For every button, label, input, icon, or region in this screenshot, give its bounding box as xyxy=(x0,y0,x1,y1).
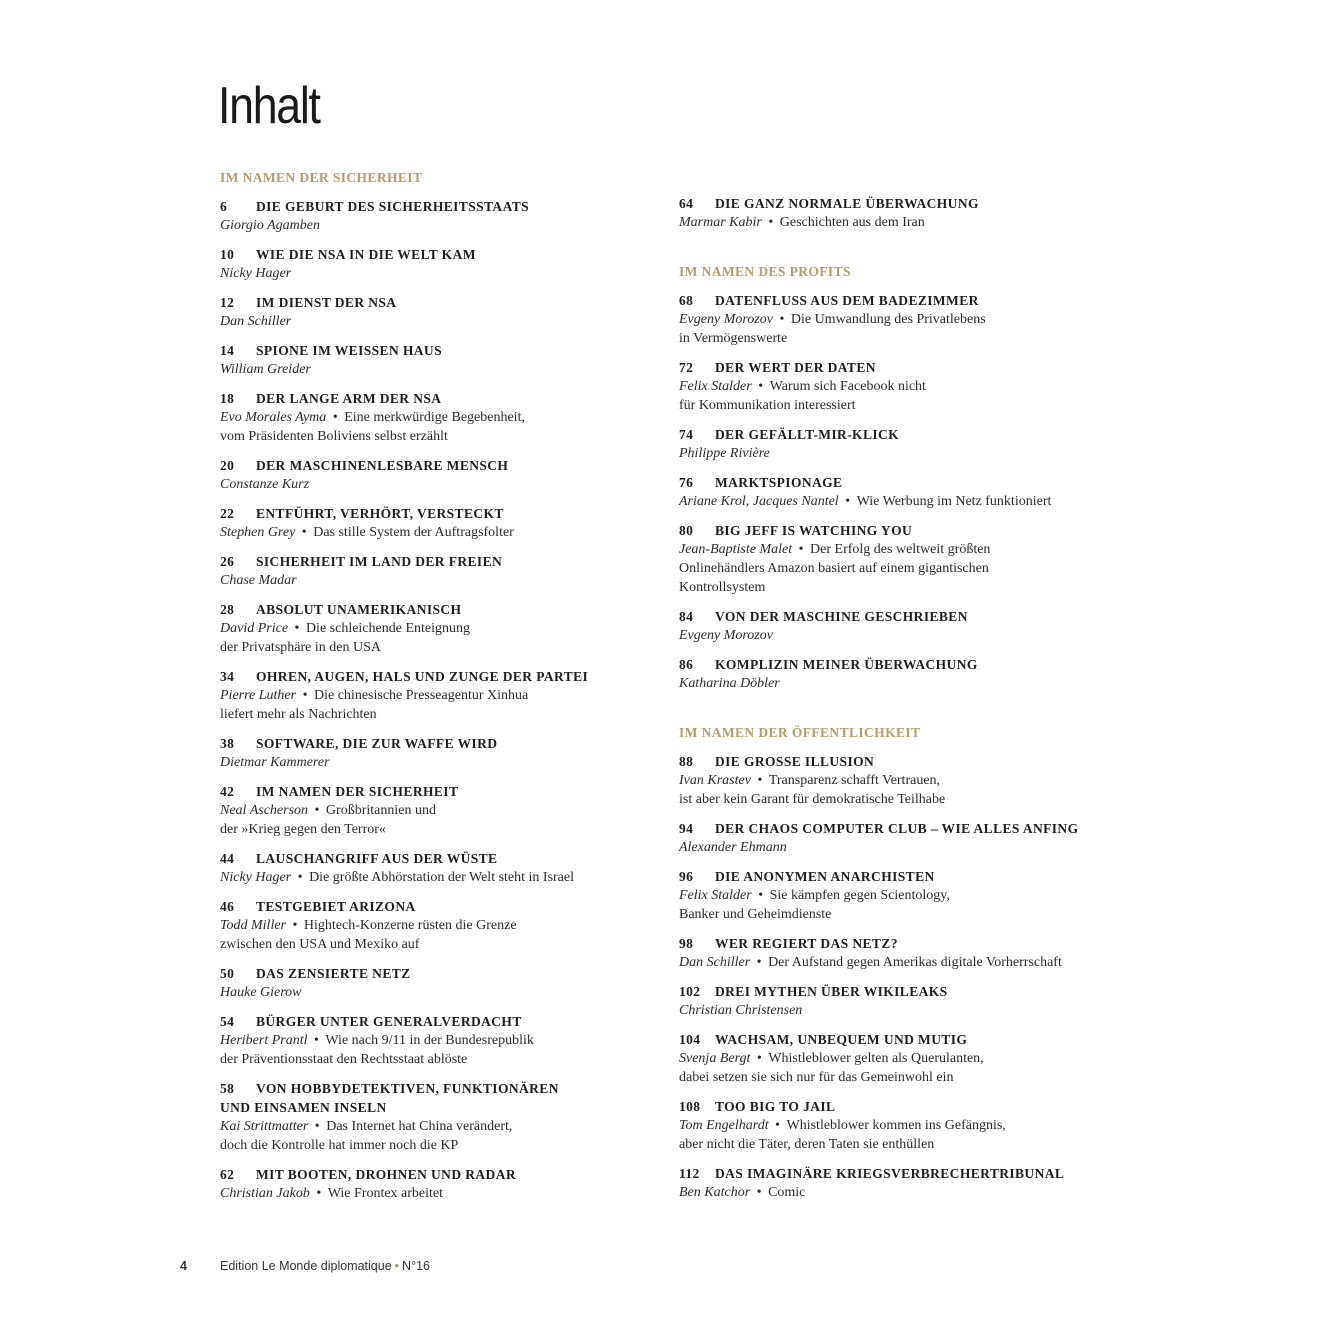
toc-entry[interactable] xyxy=(220,964,670,1002)
toc-author: Evo Morales Ayma xyxy=(220,410,327,425)
toc-entry[interactable] xyxy=(679,867,1129,924)
toc-description: Comic xyxy=(768,1185,806,1200)
toc-entry-byline xyxy=(679,886,1129,905)
toc-entry[interactable] xyxy=(220,734,670,772)
bullet-separator: • xyxy=(294,870,307,885)
toc-entry-byline xyxy=(679,1049,1129,1068)
toc-page-number: 88 xyxy=(679,754,694,769)
toc-entry-title: WIE DIE NSA IN DIE WELT KAM xyxy=(256,247,476,262)
bullet-separator: • xyxy=(291,621,303,636)
toc-entry-byline xyxy=(679,377,1129,396)
toc-entry[interactable] xyxy=(679,982,1129,1020)
toc-entry-title-row xyxy=(679,607,1129,626)
toc-page-number: 102 xyxy=(679,984,701,999)
toc-entry-byline xyxy=(220,312,670,331)
toc-description-continued: Kontrollsystem xyxy=(679,580,766,595)
page-title: Inhalt xyxy=(218,77,320,135)
toc-author: David Price xyxy=(220,621,289,636)
toc-entry-byline xyxy=(679,1116,1129,1135)
section-heading: IM NAMEN DER SICHERHEIT xyxy=(220,170,423,185)
toc-entry-title: ABSOLUT UNAMERIKANISCH xyxy=(256,602,462,617)
toc-description: Whistleblower kommen ins Gefängnis, xyxy=(786,1118,1006,1133)
toc-entry-title-row xyxy=(220,341,670,360)
toc-entry-title-row xyxy=(220,456,670,475)
toc-entry-byline xyxy=(220,1031,670,1050)
toc-description: Wie Werbung im Netz funktioniert xyxy=(856,494,1052,509)
toc-entry-byline xyxy=(220,983,670,1002)
toc-author: Katharina Döbler xyxy=(679,676,780,691)
bullet-separator: • xyxy=(289,918,301,933)
toc-author: Alexander Ehmann xyxy=(679,840,787,855)
bullet-separator: • xyxy=(753,773,766,788)
toc-entry-title: DATENFLUSS AUS DEM BADEZIMMER xyxy=(715,293,979,308)
toc-entry-title: DREI MYTHEN ÜBER WIKILEAKS xyxy=(715,984,948,999)
toc-entry-title: DIE GROSSE ILLUSION xyxy=(715,754,875,769)
footer-publication: Edition Le Monde diplomatique xyxy=(220,1259,392,1273)
toc-entry-title-row xyxy=(679,358,1129,377)
toc-entry[interactable] xyxy=(220,552,670,590)
toc-description-continued: ist aber kein Garant für demokratische Teilhabe xyxy=(679,792,946,807)
toc-entry[interactable] xyxy=(220,389,670,446)
toc-entry-byline xyxy=(679,310,1129,329)
bullet-separator: • xyxy=(311,1119,324,1134)
toc-entry[interactable] xyxy=(220,341,670,379)
toc-entry[interactable] xyxy=(220,897,670,954)
toc-description: Hightech-Konzerne rüsten die Grenze xyxy=(303,918,517,933)
toc-description: Warum sich Facebook nicht xyxy=(769,379,926,394)
toc-author: Heribert Prantl xyxy=(220,1033,308,1048)
toc-entry[interactable] xyxy=(220,1079,670,1155)
toc-author: Marmar Kabir xyxy=(679,215,762,230)
toc-entry-title-row xyxy=(220,897,670,916)
toc-entry-title: DER CHAOS COMPUTER CLUB – WIE ALLES ANFING xyxy=(715,821,1079,836)
toc-entry-title-row xyxy=(679,1164,1129,1183)
toc-entry-byline xyxy=(679,213,1129,232)
toc-page-number: 96 xyxy=(679,869,694,884)
toc-author: William Greider xyxy=(220,362,311,377)
toc-page-number: 76 xyxy=(679,475,694,490)
toc-author: Giorgio Agamben xyxy=(220,218,320,233)
toc-page-number: 62 xyxy=(220,1167,235,1182)
toc-entry-title-row xyxy=(679,521,1129,540)
toc-entry-title: VON HOBBYDETEKTIVEN, FUNKTIONÄREN xyxy=(256,1081,559,1096)
toc-entry-title: DIE GEBURT DES SICHERHEITSSTAATS xyxy=(256,199,530,214)
toc-description: Die schleichende Enteignung xyxy=(305,621,470,636)
toc-description-continued: aber nicht die Täter, deren Taten sie enthüllen xyxy=(679,1137,935,1152)
toc-entry-byline xyxy=(220,1117,670,1136)
toc-author: Dan Schiller xyxy=(679,955,751,970)
toc-entry-byline xyxy=(220,916,670,935)
toc-entry-byline xyxy=(220,360,670,379)
toc-entry-title-row xyxy=(220,782,670,801)
toc-author: Kai Strittmatter xyxy=(220,1119,309,1134)
toc-entry-byline xyxy=(220,475,670,494)
toc-description: Eine merkwürdige Begebenheit, xyxy=(344,410,525,425)
toc-page-number: 28 xyxy=(220,602,235,617)
toc-entry-byline xyxy=(679,953,1129,972)
bullet-separator: • xyxy=(753,955,766,970)
toc-entry-title: DER GEFÄLLT-MIR-KLICK xyxy=(715,427,900,442)
bullet-separator: • xyxy=(329,410,342,425)
toc-author: Tom Engelhardt xyxy=(679,1118,769,1133)
toc-entry-byline xyxy=(679,444,1129,463)
toc-entry-title: LAUSCHANGRIFF AUS DER WÜSTE xyxy=(256,851,498,866)
toc-entry[interactable] xyxy=(679,1164,1129,1202)
toc-entry-byline xyxy=(679,492,1129,511)
toc-description: Transparenz schafft Vertrauen, xyxy=(768,773,941,788)
bullet-separator: • xyxy=(754,888,767,903)
toc-entry-title: WACHSAM, UNBEQUEM UND MUTIG xyxy=(715,1032,968,1047)
toc-entry-byline xyxy=(220,1184,670,1203)
toc-author: Philippe Rivière xyxy=(679,446,770,461)
toc-entry[interactable] xyxy=(679,291,1129,348)
bullet-separator: • xyxy=(298,525,311,540)
toc-description: Wie Frontex arbeitet xyxy=(327,1186,444,1201)
toc-entry-title-row xyxy=(220,504,670,523)
bullet-separator: • xyxy=(775,312,788,327)
toc-entry-title: TOO BIG TO JAIL xyxy=(715,1099,836,1114)
toc-author: Nicky Hager xyxy=(220,266,292,281)
toc-page-number: 104 xyxy=(679,1032,701,1047)
toc-entry-title-row xyxy=(220,600,670,619)
toc-description-continued: doch die Kontrolle hat immer noch die KP xyxy=(220,1138,459,1153)
bullet-separator: • xyxy=(771,1118,784,1133)
toc-entry-title-row xyxy=(679,655,1129,674)
toc-entry-title-row xyxy=(220,197,670,216)
toc-entry[interactable] xyxy=(679,1030,1129,1087)
toc-description-continued: der »Krieg gegen den Terror« xyxy=(220,822,386,837)
toc-author: Stephen Grey xyxy=(220,525,296,540)
toc-entry-title-row xyxy=(220,1012,670,1031)
toc-entry[interactable] xyxy=(679,1097,1129,1154)
toc-author: Felix Stalder xyxy=(679,379,752,394)
toc-page-number: 6 xyxy=(220,199,228,214)
toc-description-continued: der Präventionsstaat den Rechtsstaat ablöste xyxy=(220,1052,468,1067)
toc-entry-title: MIT BOOTEN, DROHNEN UND RADAR xyxy=(256,1167,516,1182)
toc-entry-byline xyxy=(679,1001,1129,1020)
toc-entry-byline xyxy=(220,264,670,283)
toc-entry-title-continued: UND EINSAMEN INSELN xyxy=(220,1100,387,1115)
toc-entry-byline xyxy=(220,571,670,590)
toc-entry-title-row xyxy=(220,389,670,408)
toc-description: Der Aufstand gegen Amerikas digitale Vorherrschaft xyxy=(768,955,1062,970)
toc-author: Todd Miller xyxy=(220,918,286,933)
toc-description: Geschichten aus dem Iran xyxy=(779,215,925,230)
toc-author: Dietmar Kammerer xyxy=(220,755,330,770)
section-heading: IM NAMEN DER ÖFFENTLICHKEIT xyxy=(679,725,921,740)
toc-description-continued: zwischen den USA und Mexiko auf xyxy=(220,937,420,952)
toc-entry-title-row xyxy=(679,473,1129,492)
bullet-separator: • xyxy=(795,542,808,557)
toc-description: Die größte Abhörstation der Welt steht in Israel xyxy=(309,870,575,885)
toc-entry-title: ENTFÜHRT, VERHÖRT, VERSTECKT xyxy=(256,506,504,521)
toc-entry-byline xyxy=(220,868,670,887)
toc-author: Ben Katchor xyxy=(679,1185,751,1200)
toc-author: Hauke Gierow xyxy=(220,985,302,1000)
toc-entry[interactable] xyxy=(220,456,670,494)
toc-author: Evgeny Morozov xyxy=(679,628,773,643)
toc-entry-title: BIG JEFF IS WATCHING YOU xyxy=(715,523,913,538)
toc-entry-byline xyxy=(220,523,670,542)
toc-author: Chase Madar xyxy=(220,573,297,588)
page-footer xyxy=(180,1258,430,1274)
toc-page-number: 42 xyxy=(220,784,235,799)
toc-page-number: 74 xyxy=(679,427,694,442)
toc-author: Nicky Hager xyxy=(220,870,292,885)
toc-page-number: 38 xyxy=(220,736,235,751)
toc-author: Christian Jakob xyxy=(220,1186,310,1201)
toc-author: Svenja Bergt xyxy=(679,1051,751,1066)
toc-description-continued: Onlinehändlers Amazon basiert auf einem gigantischen xyxy=(679,561,989,576)
toc-author: Neal Ascherson xyxy=(220,803,309,818)
toc-entry[interactable] xyxy=(220,1165,670,1203)
toc-page-number: 68 xyxy=(679,293,694,308)
toc-entry[interactable] xyxy=(679,655,1129,693)
bullet-separator: • xyxy=(312,1186,325,1201)
footer-page-number: 4 xyxy=(180,1259,187,1273)
toc-entry[interactable] xyxy=(220,245,670,283)
bullet-separator: • xyxy=(311,803,323,818)
toc-description: Das stille System der Auftragsfolter xyxy=(313,525,514,540)
toc-entry[interactable] xyxy=(220,197,670,235)
toc-description: Großbritannien und xyxy=(325,803,436,818)
toc-author: Christian Christensen xyxy=(679,1003,803,1018)
toc-entry[interactable] xyxy=(679,752,1129,809)
toc-entry-byline xyxy=(220,686,670,705)
toc-entry-title-row xyxy=(220,1079,670,1098)
toc-left-column xyxy=(220,170,670,1213)
toc-entry[interactable] xyxy=(679,425,1129,463)
footer-separator: • xyxy=(394,1259,400,1273)
toc-entry[interactable] xyxy=(220,293,670,331)
toc-page-number: 50 xyxy=(220,966,235,981)
toc-right-column xyxy=(679,170,1129,1212)
toc-page-number: 108 xyxy=(679,1099,701,1114)
toc-entry-title-row xyxy=(220,667,670,686)
toc-entry-title-row xyxy=(679,867,1129,886)
toc-description-continued: vom Präsidenten Boliviens selbst erzählt xyxy=(220,429,448,444)
toc-entry-byline xyxy=(679,1183,1129,1202)
toc-description-continued: in Vermögenswerte xyxy=(679,331,788,346)
toc-entry-byline xyxy=(679,674,1129,693)
toc-page-number: 44 xyxy=(220,851,235,866)
toc-entry[interactable] xyxy=(679,473,1129,511)
toc-entry-byline xyxy=(220,216,670,235)
toc-entry-title-row xyxy=(220,964,670,983)
toc-page-number: 112 xyxy=(679,1166,700,1181)
toc-description-continued: liefert mehr als Nachrichten xyxy=(220,707,377,722)
toc-entry[interactable] xyxy=(679,934,1129,972)
bullet-separator: • xyxy=(299,688,311,703)
toc-description: Das Internet hat China verändert, xyxy=(326,1119,513,1134)
bullet-separator: • xyxy=(754,379,767,394)
toc-entry-title-row xyxy=(679,1030,1129,1049)
toc-page-number: 34 xyxy=(220,669,235,684)
section-gap xyxy=(679,242,1129,264)
toc-entry[interactable] xyxy=(679,607,1129,645)
toc-entry-title-row xyxy=(679,819,1129,838)
toc-description: Die Umwandlung des Privatlebens xyxy=(790,312,986,327)
toc-entry-title-row xyxy=(679,291,1129,310)
toc-entry[interactable] xyxy=(220,849,670,887)
toc-page-number: 98 xyxy=(679,936,694,951)
toc-page-number: 10 xyxy=(220,247,235,262)
toc-author: Jean-Baptiste Malet xyxy=(679,542,793,557)
toc-description-continued: Banker und Geheimdienste xyxy=(679,907,832,922)
toc-page-number: 22 xyxy=(220,506,235,521)
toc-entry-title: WER REGIERT DAS NETZ? xyxy=(715,936,898,951)
toc-entry-title: OHREN, AUGEN, HALS UND ZUNGE DER PARTEI xyxy=(256,669,589,684)
toc-entry-byline xyxy=(679,838,1129,857)
toc-author: Constanze Kurz xyxy=(220,477,310,492)
bullet-separator: • xyxy=(753,1051,766,1066)
bullet-separator: • xyxy=(310,1033,323,1048)
bullet-separator: • xyxy=(753,1185,766,1200)
toc-entry-title: IM NAMEN DER SICHERHEIT xyxy=(256,784,459,799)
toc-entry-title-row xyxy=(679,752,1129,771)
toc-entry-title-row xyxy=(679,194,1129,213)
toc-entry-byline xyxy=(220,619,670,638)
toc-entry-byline xyxy=(220,801,670,820)
toc-entry-title-row xyxy=(679,934,1129,953)
toc-entry-title: SICHERHEIT IM LAND DER FREIEN xyxy=(256,554,503,569)
toc-entry-title: MARKTSPIONAGE xyxy=(715,475,843,490)
toc-entry-title: DIE GANZ NORMALE ÜBERWACHUNG xyxy=(715,196,979,211)
bullet-separator: • xyxy=(841,494,854,509)
toc-page-number: 12 xyxy=(220,295,235,310)
toc-entry-title-row xyxy=(220,849,670,868)
toc-page-number: 80 xyxy=(679,523,694,538)
toc-page-number: 18 xyxy=(220,391,235,406)
toc-entry-title-row xyxy=(220,734,670,753)
toc-entry-title: DER WERT DER DATEN xyxy=(715,360,876,375)
toc-entry-byline xyxy=(679,771,1129,790)
section-gap xyxy=(679,703,1129,725)
toc-page-number: 46 xyxy=(220,899,235,914)
toc-description: Wie nach 9/11 in der Bundesrepublik xyxy=(325,1033,534,1048)
toc-entry[interactable] xyxy=(679,194,1129,232)
toc-description: Sie kämpfen gegen Scientology, xyxy=(769,888,950,903)
toc-entry-title-row xyxy=(220,552,670,571)
toc-author: Ariane Krol, Jacques Nantel xyxy=(679,494,839,509)
toc-author: Pierre Luther xyxy=(220,688,297,703)
toc-author: Felix Stalder xyxy=(679,888,752,903)
toc-entry[interactable] xyxy=(220,667,670,724)
toc-description-continued: dabei setzen sie sich nur für das Gemeinwohl ein xyxy=(679,1070,954,1085)
toc-entry-title: SPIONE IM WEISSEN HAUS xyxy=(256,343,442,358)
toc-description-continued: der Privatsphäre in den USA xyxy=(220,640,381,655)
toc-entry-title: DIE ANONYMEN ANARCHISTEN xyxy=(715,869,935,884)
toc-entry[interactable] xyxy=(679,819,1129,857)
toc-entry-byline xyxy=(220,753,670,772)
toc-entry-title: TESTGEBIET ARIZONA xyxy=(256,899,416,914)
toc-description: Der Erfolg des weltweit größten xyxy=(810,542,991,557)
toc-author: Evgeny Morozov xyxy=(679,312,773,327)
toc-page-number: 26 xyxy=(220,554,235,569)
toc-author: Ivan Krastev xyxy=(679,773,751,788)
toc-entry[interactable] xyxy=(220,782,670,839)
toc-page-number: 86 xyxy=(679,657,694,672)
toc-page-number: 94 xyxy=(679,821,694,836)
toc-entry-byline xyxy=(679,540,1129,559)
toc-entry-title-row xyxy=(679,982,1129,1001)
toc-entry-title: DAS IMAGINÄRE KRIEGSVERBRECHERTRIBUNAL xyxy=(715,1166,1065,1181)
toc-entry[interactable] xyxy=(220,504,670,542)
toc-entry[interactable] xyxy=(679,358,1129,415)
toc-entry-title-row xyxy=(220,1165,670,1184)
toc-page-number: 14 xyxy=(220,343,235,358)
toc-entry-title: DER LANGE ARM DER NSA xyxy=(256,391,442,406)
toc-entry-byline xyxy=(679,626,1129,645)
toc-entry-byline xyxy=(220,408,670,427)
toc-entry[interactable] xyxy=(220,1012,670,1069)
toc-author: Dan Schiller xyxy=(220,314,292,329)
toc-page-number: 64 xyxy=(679,196,694,211)
toc-entry-title: VON DER MASCHINE GESCHRIEBEN xyxy=(715,609,968,624)
toc-description-continued: für Kommunikation interessiert xyxy=(679,398,856,413)
toc-description: Whistleblower gelten als Querulanten, xyxy=(768,1051,984,1066)
toc-entry-title-row xyxy=(679,425,1129,444)
toc-entry-title: IM DIENST DER NSA xyxy=(256,295,397,310)
toc-entry[interactable] xyxy=(220,600,670,657)
toc-entry-title-row xyxy=(220,293,670,312)
toc-page-number: 20 xyxy=(220,458,235,473)
toc-entry-title-row xyxy=(679,1097,1129,1116)
toc-description: Die chinesische Presseagentur Xinhua xyxy=(314,688,529,703)
section-heading: IM NAMEN DES PROFITS xyxy=(679,264,851,279)
bullet-separator: • xyxy=(764,215,777,230)
toc-entry-title: DAS ZENSIERTE NETZ xyxy=(256,966,411,981)
toc-page-number: 72 xyxy=(679,360,694,375)
toc-entry-title: KOMPLIZIN MEINER ÜBERWACHUNG xyxy=(715,657,978,672)
toc-entry-title: SOFTWARE, DIE ZUR WAFFE WIRD xyxy=(256,736,498,751)
toc-page-number: 58 xyxy=(220,1081,235,1096)
toc-page-number: 54 xyxy=(220,1014,235,1029)
footer-issue: N°16 xyxy=(402,1259,430,1273)
toc-page-number: 84 xyxy=(679,609,694,624)
toc-entry-title: BÜRGER UNTER GENERALVERDACHT xyxy=(256,1014,522,1029)
toc-entry[interactable] xyxy=(679,521,1129,597)
toc-entry-title: DER MASCHINENLESBARE MENSCH xyxy=(256,458,509,473)
toc-entry-title-row xyxy=(220,245,670,264)
